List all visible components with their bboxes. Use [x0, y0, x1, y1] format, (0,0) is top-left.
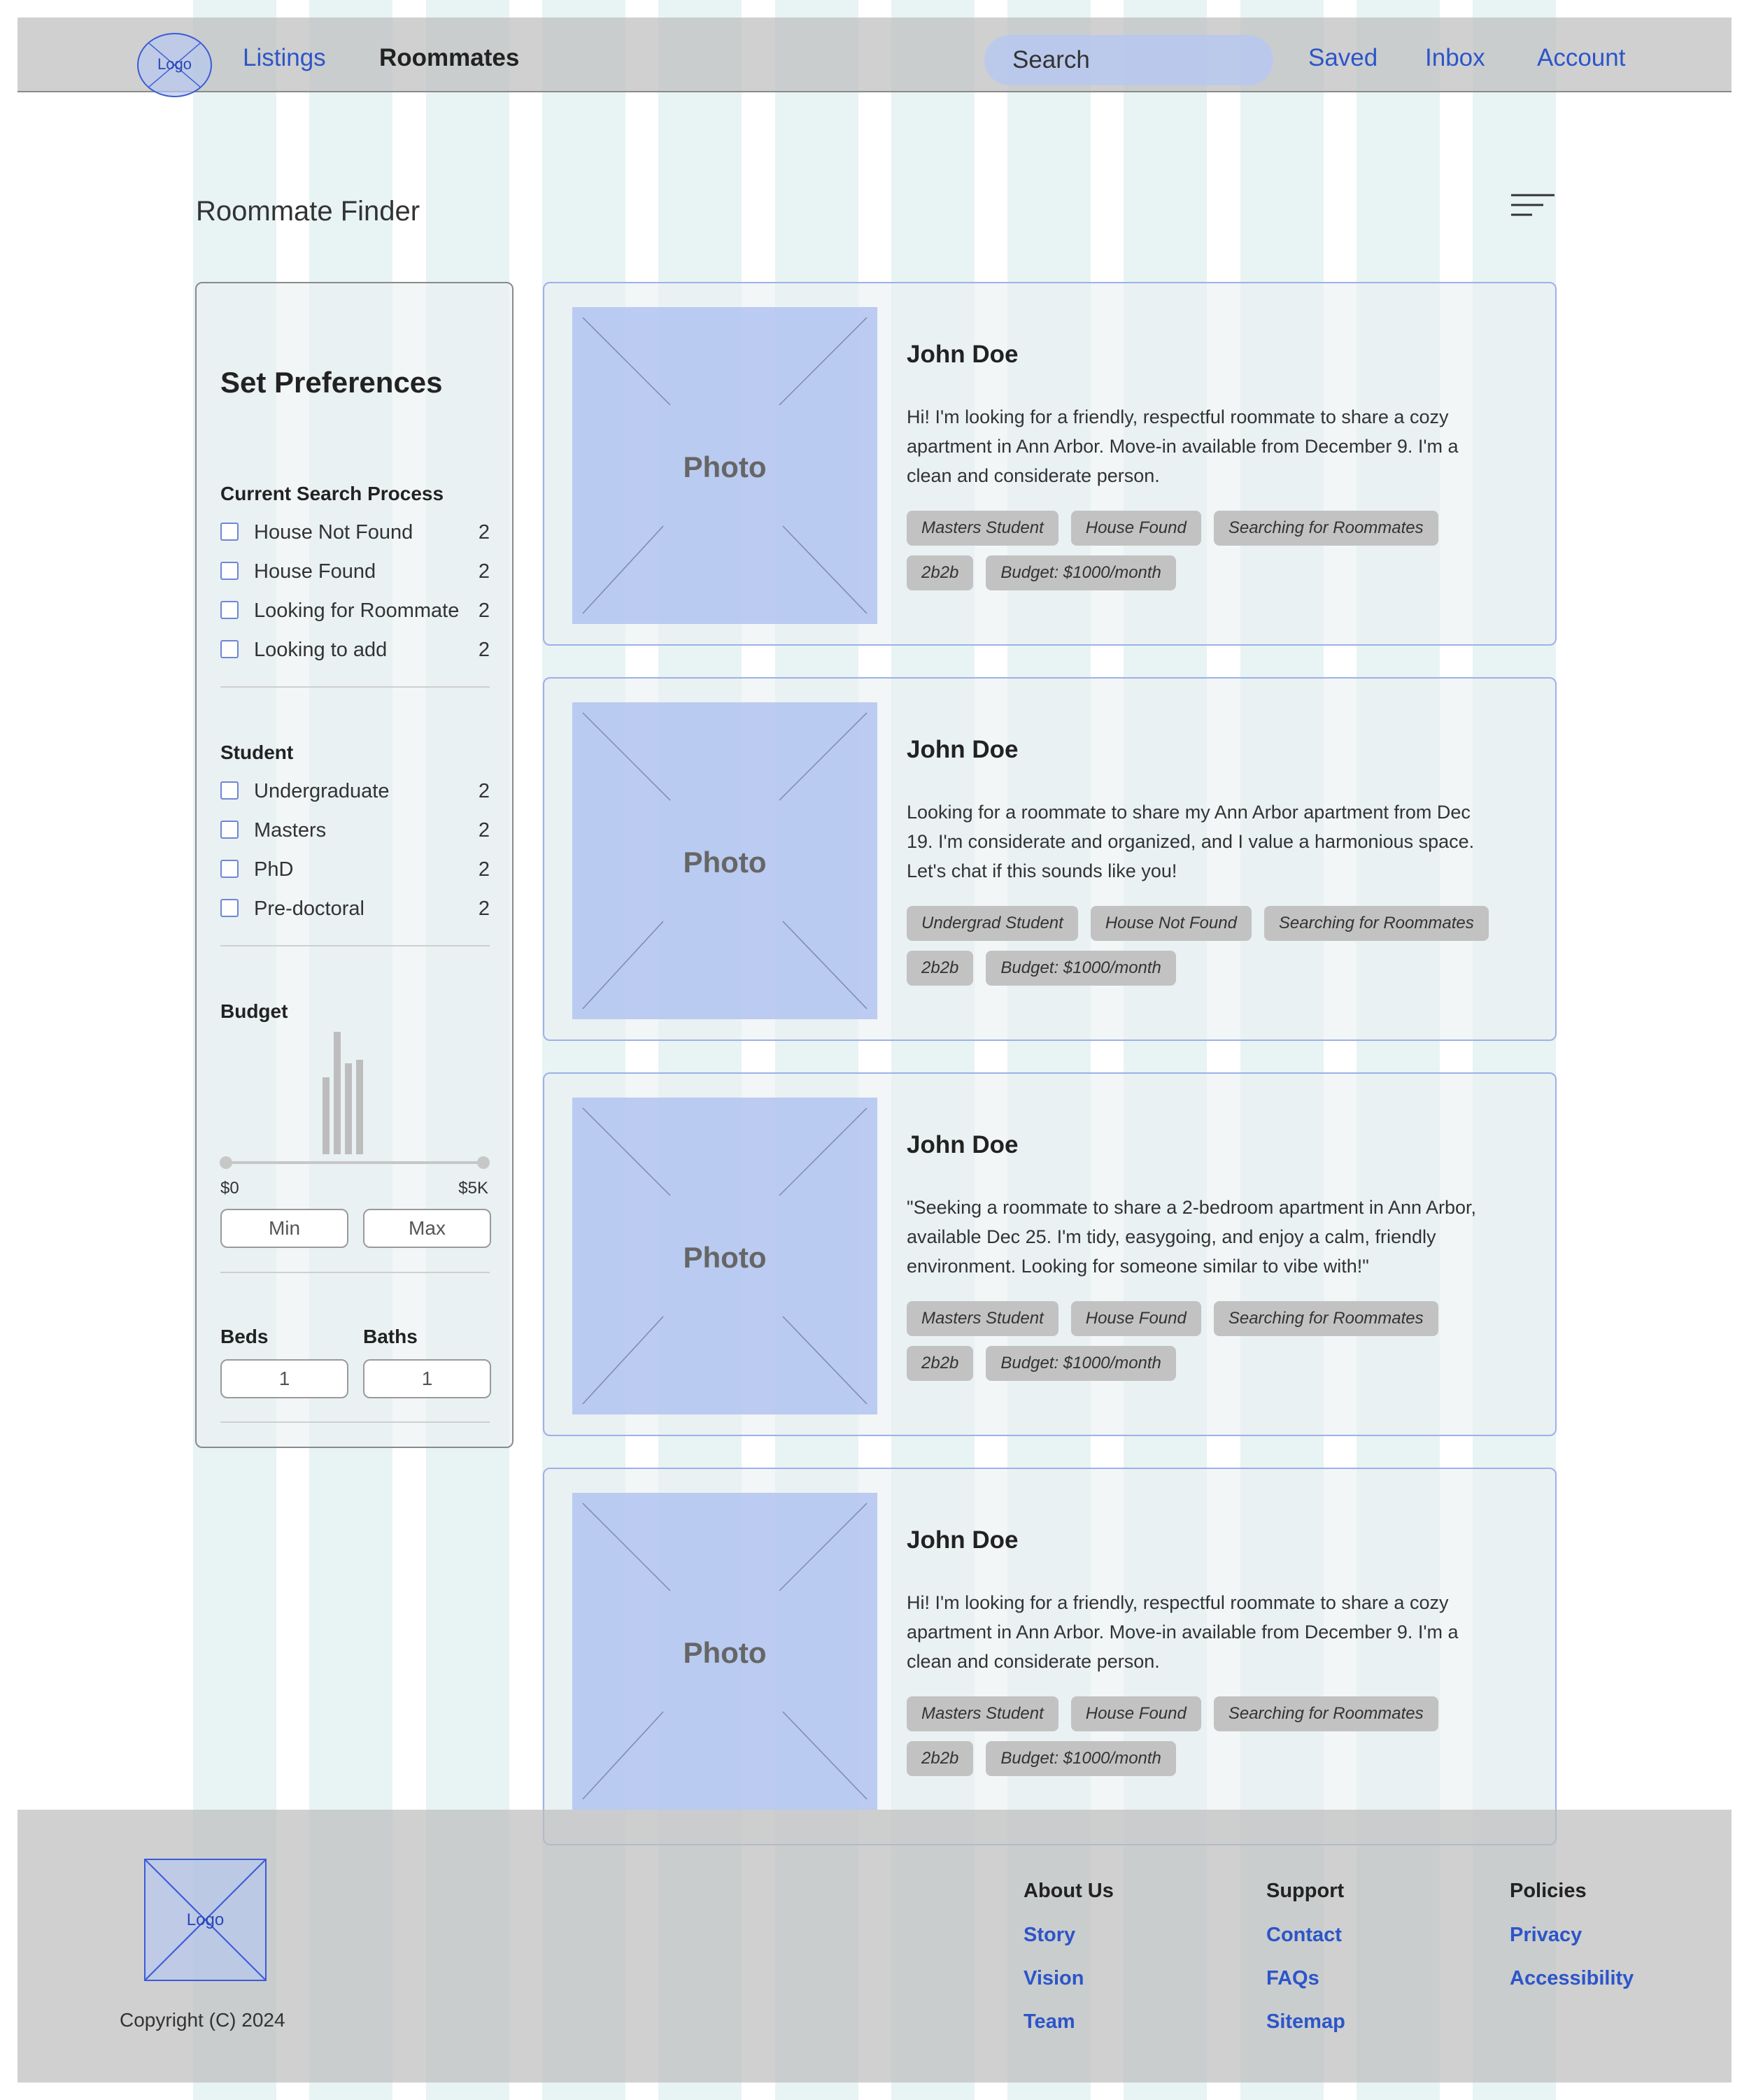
footer-link-accessibility[interactable]: Accessibility — [1510, 1967, 1634, 1989]
profile-photo — [572, 1098, 877, 1414]
filter-label: Masters — [254, 819, 327, 842]
budget-histogram-bar — [345, 1063, 352, 1154]
profile-photo — [572, 702, 877, 1019]
roommate-name[interactable]: John Doe — [907, 1526, 1019, 1554]
roommate-name[interactable]: John Doe — [907, 736, 1019, 763]
filter-count: 2 — [478, 600, 490, 622]
filter-count: 2 — [478, 521, 490, 544]
filter-looking-to-add[interactable] — [220, 639, 490, 662]
filter-house-found[interactable] — [220, 560, 490, 584]
divider — [220, 1272, 490, 1273]
footer-heading-support: Support — [1266, 1880, 1345, 1902]
roommate-card[interactable] — [543, 1072, 1557, 1436]
divider — [220, 1421, 490, 1423]
nav-link-saved[interactable]: Saved — [1308, 44, 1378, 71]
roommate-description: Hi! I'm looking for a friendly, respectful roommate to share a cozy apartment in Ann Arbor. Move-in available from December 9. I'm a clean and considerate person. — [907, 1592, 1459, 1672]
beds-input[interactable]: 1 — [220, 1359, 348, 1398]
filter-label: Looking for Roommate — [254, 600, 460, 622]
budget-histogram-bar — [334, 1032, 341, 1154]
tag-list — [907, 511, 1536, 600]
profile-photo — [572, 1493, 877, 1810]
checkbox[interactable] — [220, 640, 239, 658]
footer-heading-about: About Us — [1024, 1880, 1114, 1902]
copyright: Copyright (C) 2024 — [120, 2009, 285, 2031]
filter-phd[interactable] — [220, 858, 490, 882]
checkbox[interactable] — [220, 601, 239, 619]
search-input[interactable] — [984, 35, 1273, 85]
tag: Searching for Roommates — [1214, 1696, 1438, 1731]
roommate-description: "Seeking a roommate to share a 2-bedroom apartment in Ann Arbor, available Dec 25. I'm tidy, easygoing, and enjoy a calm, friendly environment. Looking for someone similar to vibe with!" — [907, 1197, 1477, 1277]
tag: Undergrad Student — [907, 906, 1078, 941]
tag: 2b2b — [907, 1346, 973, 1381]
footer-link-vision[interactable]: Vision — [1024, 1967, 1084, 1989]
tag: House Found — [1071, 1696, 1201, 1731]
tag: Masters Student — [907, 1301, 1058, 1336]
footer-heading-policies: Policies — [1510, 1880, 1587, 1902]
tag-list — [907, 1696, 1536, 1786]
tag: House Found — [1071, 1301, 1201, 1336]
filter-count: 2 — [478, 780, 490, 802]
footer-link-story[interactable]: Story — [1024, 1924, 1076, 1946]
budget-max-input[interactable]: Max — [363, 1209, 491, 1248]
tag: House Found — [1071, 511, 1201, 546]
footer — [17, 1810, 1732, 2083]
tag: Searching for Roommates — [1214, 511, 1438, 546]
photo-label: Photo — [683, 1636, 767, 1669]
baths-input[interactable]: 1 — [363, 1359, 491, 1398]
filter-label: Looking to add — [254, 639, 388, 661]
filter-count: 2 — [478, 858, 490, 881]
filter-label: House Found — [254, 560, 376, 583]
filter-pre-doctoral[interactable] — [220, 898, 490, 921]
roommate-card[interactable] — [543, 282, 1557, 646]
roommate-description: Hi! I'm looking for a friendly, respectful roommate to share a cozy apartment in Ann Arbor. Move-in available from December 9. I'm a clean and considerate person. — [907, 406, 1459, 486]
tag: Searching for Roommates — [1264, 906, 1489, 941]
budget-heading: Budget — [220, 1000, 288, 1022]
profile-photo — [572, 307, 877, 624]
checkbox[interactable] — [220, 781, 239, 800]
tag-list — [907, 1301, 1536, 1391]
student-heading: Student — [220, 742, 294, 763]
nav-link-account[interactable]: Account — [1537, 44, 1626, 71]
baths-label: Baths — [363, 1326, 418, 1347]
footer-link-team[interactable]: Team — [1024, 2010, 1075, 2033]
nav-link-inbox[interactable]: Inbox — [1425, 44, 1485, 71]
tag: Budget: $1000/month — [986, 1346, 1176, 1381]
checkbox[interactable] — [220, 821, 239, 839]
budget-max-label: $5K — [458, 1179, 488, 1198]
tag: Masters Student — [907, 1696, 1058, 1731]
checkbox[interactable] — [220, 860, 239, 878]
budget-slider-track[interactable] — [226, 1161, 483, 1164]
photo-label: Photo — [683, 1241, 767, 1274]
sidebar-title: Set Preferences — [220, 366, 443, 399]
budget-min-input[interactable]: Min — [220, 1209, 348, 1248]
filter-undergraduate[interactable] — [220, 780, 490, 804]
checkbox[interactable] — [220, 562, 239, 580]
tag: 2b2b — [907, 1741, 973, 1776]
nav-link-roommates[interactable]: Roommates — [379, 44, 520, 71]
divider — [220, 686, 490, 688]
roommate-name[interactable]: John Doe — [907, 341, 1019, 368]
filter-label: House Not Found — [254, 521, 413, 544]
filter-house-not-found[interactable] — [220, 521, 490, 545]
tag: Searching for Roommates — [1214, 1301, 1438, 1336]
filter-count: 2 — [478, 639, 490, 661]
logo-text: Logo — [157, 55, 192, 73]
photo-label: Photo — [683, 846, 767, 879]
roommate-card[interactable] — [543, 677, 1557, 1041]
tag: Budget: $1000/month — [986, 1741, 1176, 1776]
filter-label: Pre-doctoral — [254, 898, 364, 920]
footer-logo[interactable] — [144, 1859, 267, 1981]
logo[interactable] — [137, 33, 212, 97]
sort-icon[interactable] — [1511, 192, 1555, 220]
preferences-sidebar — [195, 282, 514, 1448]
search-placeholder: Search — [1012, 46, 1090, 73]
tag-list — [907, 906, 1536, 995]
budget-min-label: $0 — [220, 1179, 239, 1198]
filter-looking-for-roommate[interactable] — [220, 600, 490, 623]
filter-masters[interactable] — [220, 819, 490, 843]
filter-label: Undergraduate — [254, 780, 390, 802]
budget-slider-max-handle[interactable] — [477, 1156, 490, 1169]
budget-slider-min-handle[interactable] — [220, 1156, 232, 1169]
photo-label: Photo — [683, 450, 767, 483]
filter-count: 2 — [478, 560, 490, 583]
tag: 2b2b — [907, 555, 973, 590]
footer-logo-text: Logo — [186, 1910, 225, 1929]
tag: Masters Student — [907, 511, 1058, 546]
search-process-heading: Current Search Process — [220, 483, 444, 504]
beds-label: Beds — [220, 1326, 269, 1347]
footer-link-privacy[interactable]: Privacy — [1510, 1924, 1582, 1946]
checkbox[interactable] — [220, 523, 239, 541]
budget-histogram-bar — [323, 1077, 330, 1154]
filter-count: 2 — [478, 819, 490, 842]
nav-link-listings[interactable]: Listings — [243, 44, 326, 71]
roommate-card[interactable] — [543, 1468, 1557, 1845]
tag: Budget: $1000/month — [986, 555, 1176, 590]
filter-label: PhD — [254, 858, 294, 881]
tag: Budget: $1000/month — [986, 951, 1176, 986]
page-title: Roommate Finder — [196, 196, 420, 227]
top-navigation-bar — [17, 17, 1732, 92]
tag: 2b2b — [907, 951, 973, 986]
budget-histogram-bar — [356, 1060, 363, 1154]
roommate-description: Looking for a roommate to share my Ann Arbor apartment from Dec 19. I'm considerate and organized, and I value a harmonious space. Let's chat if this sounds like you! — [907, 802, 1475, 881]
filter-count: 2 — [478, 898, 490, 920]
checkbox[interactable] — [220, 899, 239, 917]
footer-link-faqs[interactable]: FAQs — [1266, 1967, 1319, 1989]
footer-link-sitemap[interactable]: Sitemap — [1266, 2010, 1345, 2033]
divider — [220, 945, 490, 946]
tag: House Not Found — [1091, 906, 1252, 941]
footer-link-contact[interactable]: Contact — [1266, 1924, 1342, 1946]
roommate-name[interactable]: John Doe — [907, 1131, 1019, 1158]
